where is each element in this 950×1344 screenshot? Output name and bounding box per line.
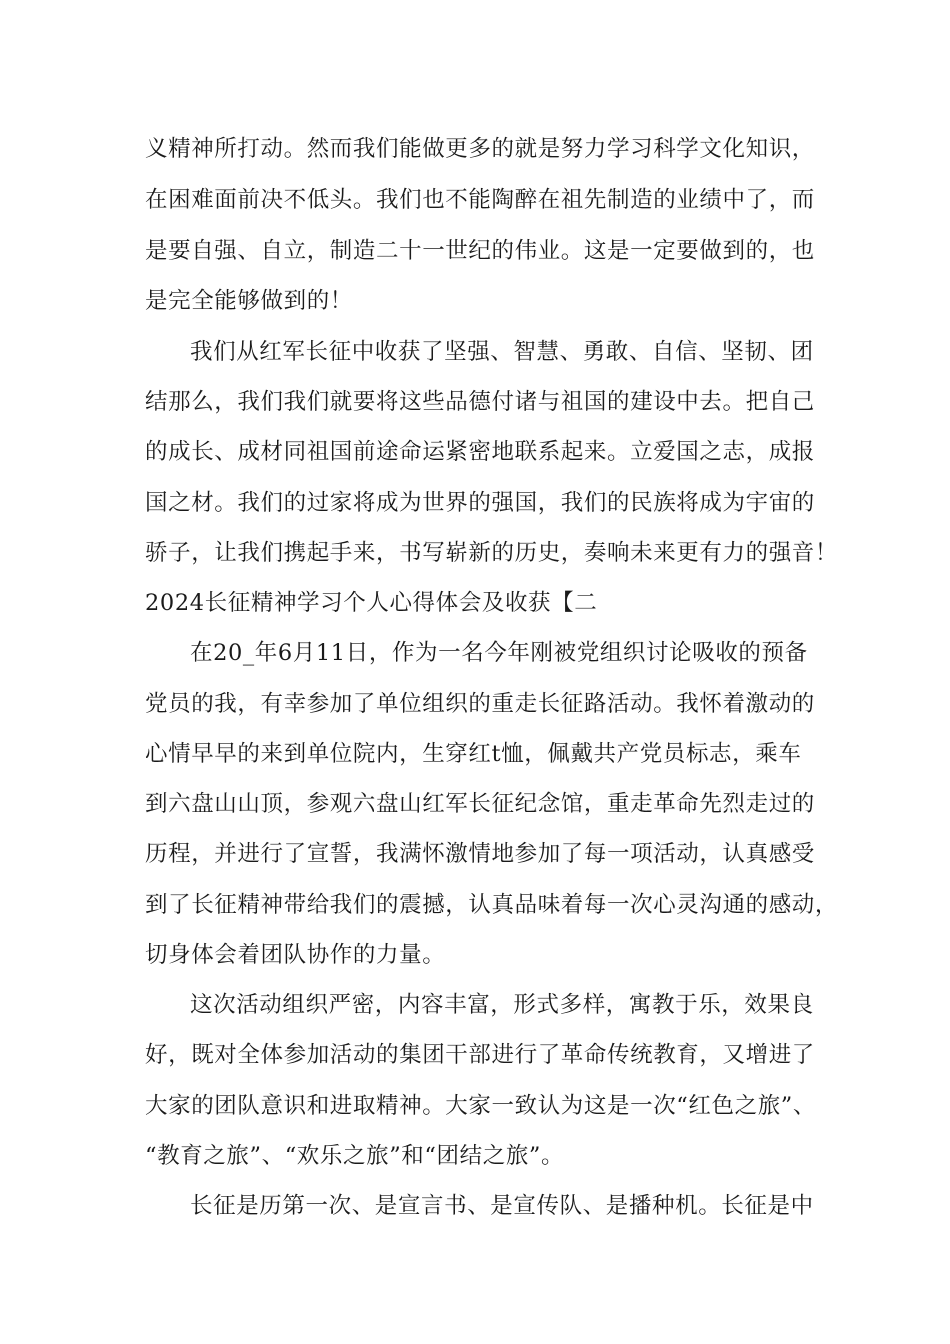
text-line: 是要自强、自立，制造二十一世纪的伟业。这是一定要做到的，也 (145, 238, 815, 264)
text-line: 国之材。我们的过家将成为世界的强国，我们的民族将成为宇宙的 (145, 490, 815, 516)
section-heading: 2024长征精神学习个人心得体会及收获【二 (145, 590, 598, 616)
paragraph-first-line: 长征是历第一次、是宣言书、是宣传队、是播种机。长征是中 (190, 1193, 814, 1219)
text-line: 义精神所打动。然而我们能做更多的就是努力学习科学文化知识， (145, 136, 815, 162)
paragraph-first-line: 我们从红军长征中收获了坚强、智慧、勇敢、自信、坚韧、团 (190, 339, 814, 365)
text-line: 心情早早的来到单位院内，生穿红t恤，佩戴共产党员标志，乘车 (145, 741, 802, 767)
text-line: 大家的团队意识和进取精神。大家一致认为这是一次“红色之旅”、 (145, 1093, 817, 1119)
text-line: “教育之旅”、“欢乐之旅”和“团结之旅”。 (145, 1143, 565, 1169)
text-line: 到六盘山山顶，参观六盘山红军长征纪念馆，重走革命先烈走过的 (145, 791, 815, 817)
text-line: 切身体会着团队协作的力量。 (145, 942, 446, 968)
text-line: 党员的我，有幸参加了单位组织的重走长征路活动。我怀着激动的 (145, 691, 815, 717)
text-line: 到了长征精神带给我们的震撼，认真品味着每一次心灵沟通的感动， (145, 892, 839, 918)
text-line: 结那么，我们我们就要将这些品德付诸与祖国的建设中去。把自己 (145, 389, 815, 415)
text-line: 骄子，让我们携起手来，书写崭新的历史，奏响未来更有力的强音！ (145, 540, 839, 566)
text-line: 历程，并进行了宣誓，我满怀激情地参加了每一项活动，认真感受 (145, 841, 815, 867)
paragraph-first-line: 在20_年6月11日，作为一名今年刚被党组织讨论吸收的预备 (190, 640, 808, 666)
text-line: 在困难面前决不低头。我们也不能陶醉在祖先制造的业绩中了，而 (145, 187, 815, 213)
text-line: 的成长、成材同祖国前途命运紧密地联系起来。立爱国之志，成报 (145, 439, 815, 465)
text-line: 好，既对全体参加活动的集团干部进行了革命传统教育，又增进了 (145, 1042, 815, 1068)
paragraph-first-line: 这次活动组织严密，内容丰富，形式多样，寓教于乐，效果良 (190, 992, 814, 1018)
text-line: 是完全能够做到的！ (145, 288, 353, 314)
